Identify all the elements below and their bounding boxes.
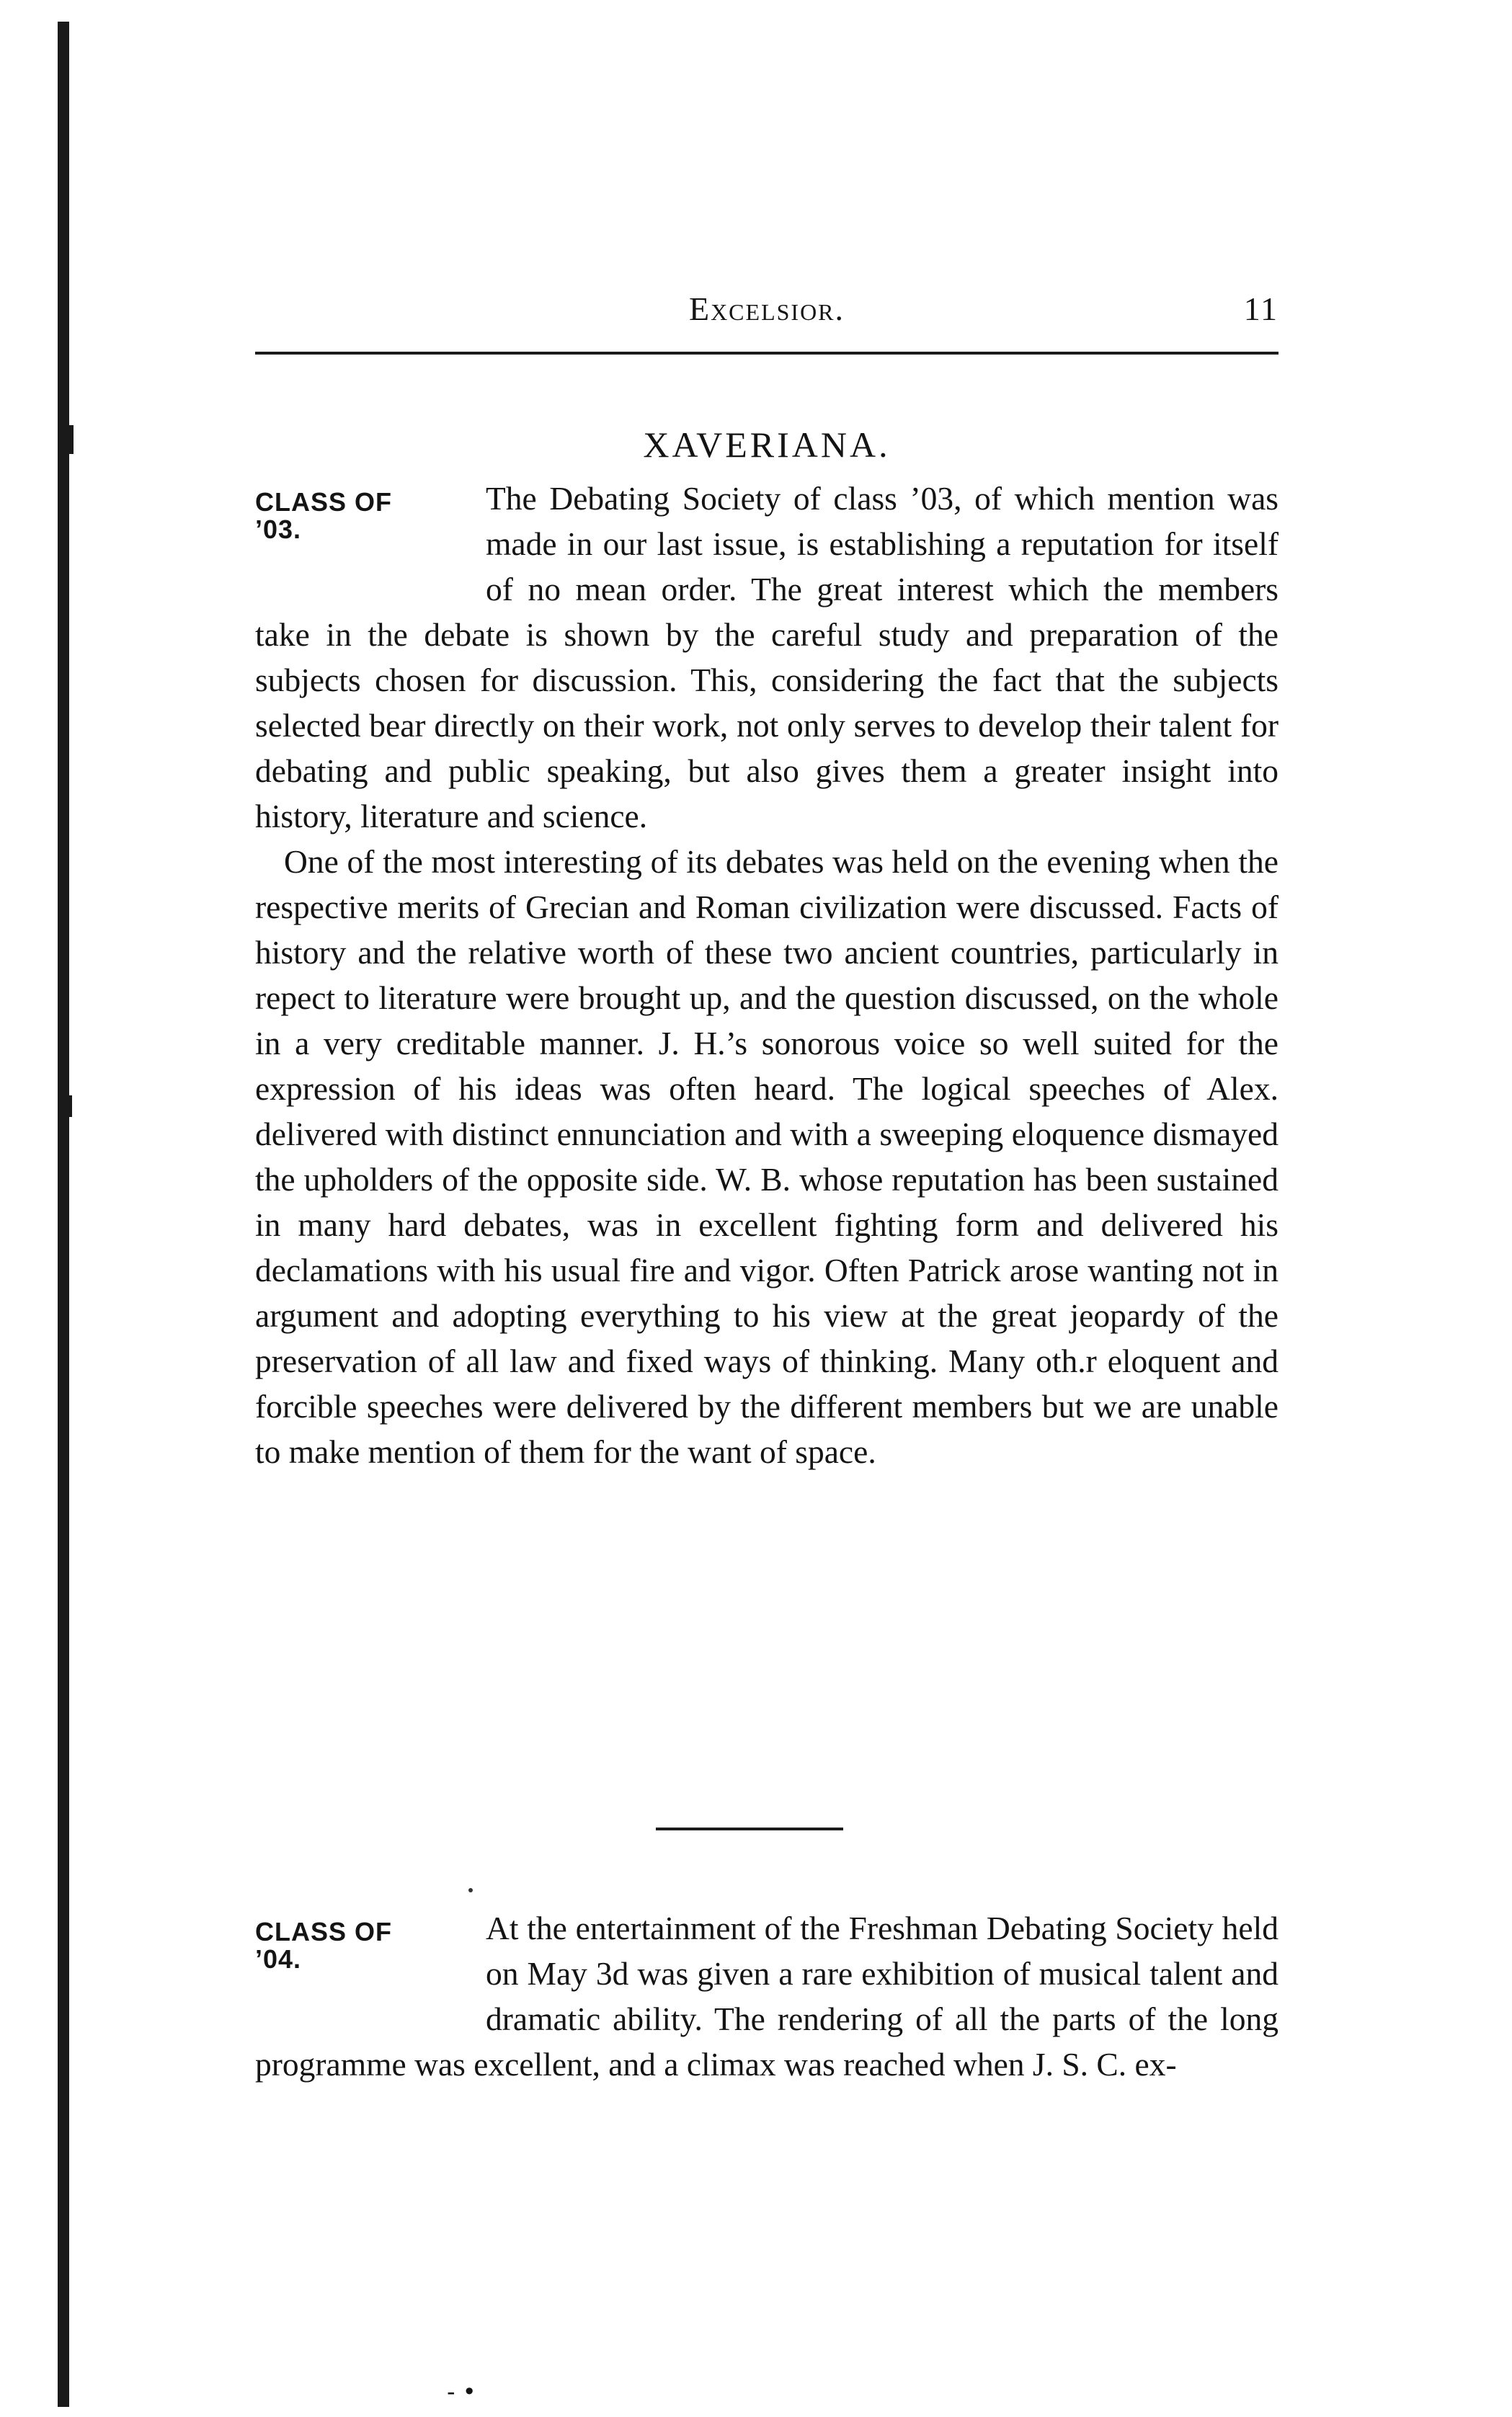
article-paragraph: One of the most interesting of its debates was held on the evening when the respective merits of Grecian and Roman civilization were discussed. Facts of history and the relative worth of these two ancient countries, particularly in repect to literature were brought up, and the question discussed, on the whole in a very creditable manner. J. H.’s sonorous voice so well suited for the expression of his ideas was often heard. The logical speeches of Alex. delivered with distinct ennunciation and with a sweeping eloquence dismayed the upholders of the opposite side. W. B. whose reputation has been sustained in many hard debates, was in excellent fighting form and delivered his declamations with his usual fire and vigor. Often Patrick arose wanting not in argument and adopting everything to his view at the great jeopardy of the preservation of all law and fixed ways of thinking. Many oth.r eloquent and forcible speeches were delivered by the different members but we are unable to make mention of them for the want of space. xyxy=(255,843,1278,1470)
footer-mark: - • xyxy=(447,2378,476,2405)
article-paragraph: The Debating Society of class ’03, of which mention was made in our last issue, is establishing a reputation for itself of no mean order. The great interest which the members take in the debate is shown by the careful study and preparation of the subjects chosen for discussion. This, considering the fact that the subjects selected bear directly on their work, not only serves to develop their talent for debating and public speaking, but also gives them a greater insight into history, literature and science. xyxy=(255,480,1278,834)
section-divider xyxy=(656,1828,843,1830)
section-title: XAVERIANA. xyxy=(643,424,891,465)
page-number: 11 xyxy=(1243,290,1278,327)
article-class-of-04 xyxy=(255,1905,1278,2087)
stray-ink-dot xyxy=(468,1888,473,1892)
class-label-line: CLASS OF xyxy=(255,1917,393,1946)
class-label-year: ’04. xyxy=(255,1944,302,1974)
header-rule xyxy=(255,352,1278,355)
scan-edge-notch xyxy=(66,1095,72,1117)
scan-edge-notch xyxy=(66,425,74,454)
class-label xyxy=(255,476,486,610)
class-label-line: CLASS OF xyxy=(255,487,393,517)
class-label xyxy=(255,1905,486,2039)
class-label-year: ’03. xyxy=(255,515,302,544)
running-title: Excelsior. xyxy=(688,290,845,327)
running-head xyxy=(255,290,1278,333)
article-class-of-03 xyxy=(255,476,1278,1474)
article-paragraph: At the entertainment of the Freshman Debating Society held on May 3d was given a rare exhibition of musical talent and dramatic ability. The rendering of all the parts of the long programme was excellent, and a climax was reached when J. S. C. ex- xyxy=(255,1910,1278,2083)
scan-binding-edge xyxy=(58,22,69,2407)
